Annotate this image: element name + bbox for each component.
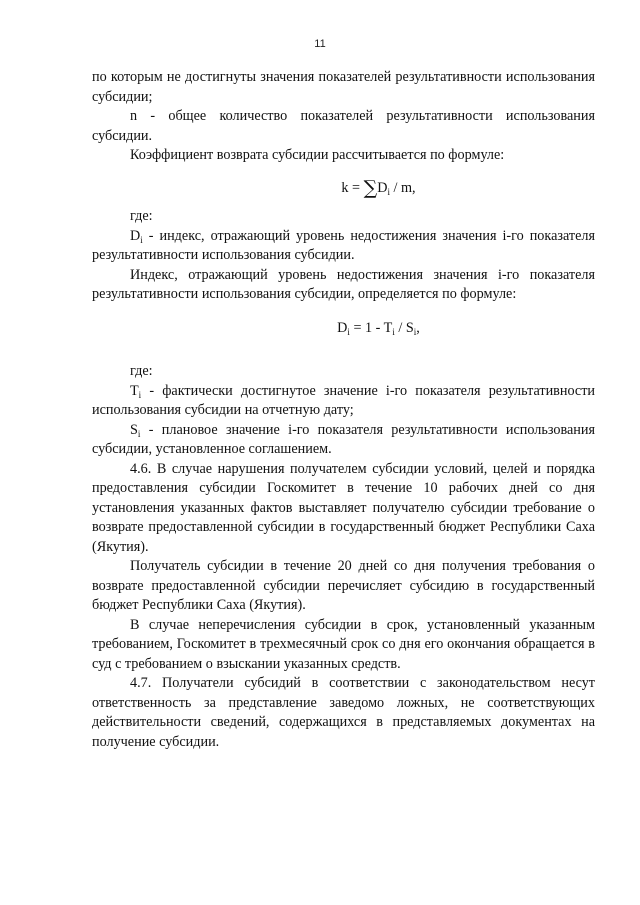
- formula-d-mid2: / S: [394, 319, 414, 336]
- paragraph-4-7: 4.7. Получатели субсидий в соответствии с законодательством несут ответственность за представление заведомо ложных, не соответствующих действительности сведений, содержащихся в представляемых документах на получение субсидии.: [92, 675, 595, 750]
- paragraph-4-6: 4.6. В случае нарушения получателем субсидии условий, целей и порядка предоставления субсидии Госкомитет в течение 10 рабочих дней со дня установления указанных фактов выставляет получателю субсидии требование о возврате предоставленной субсидии в государственный бюджет Республики Саха (Якутия).: [92, 460, 595, 555]
- formula-k-right: / m,: [389, 179, 416, 196]
- formula-d-sub2: i: [392, 326, 395, 337]
- di-sub: i: [140, 234, 143, 245]
- paragraph-di-definition: [92, 227, 595, 266]
- paragraph-ti-definition: [92, 382, 595, 421]
- ti-sub: i: [138, 389, 142, 400]
- page-number: 11: [314, 38, 326, 50]
- formula-d-mid1: = 1 - T: [349, 319, 393, 336]
- formula-k: [92, 176, 595, 199]
- di-text: - индекс, отражающий уровень недостижения значения i-го показателя результативности использования субсидии.: [92, 227, 595, 263]
- paragraph-index-intro: Индекс, отражающий уровень недостижения значения i-го показателя результативности использования субсидии, определяется по формуле:: [92, 266, 595, 302]
- formula-d-end: ,: [416, 319, 420, 336]
- formula-d-sub1: i: [347, 326, 350, 337]
- paragraph-si-definition: [92, 421, 595, 460]
- formula-d-sub3: i: [413, 326, 417, 337]
- formula-di: [92, 319, 595, 339]
- paragraph-return-term: Получатель субсидии в течение 20 дней со дня получения требования о возврате предоставленной субсидии перечисляет субсидию в государственный бюджет Республики Саха (Якутия).: [92, 558, 595, 613]
- where-label-2: где:: [130, 363, 153, 379]
- sigma-symbol: ∑: [363, 176, 378, 199]
- si-var: S: [130, 421, 138, 438]
- paragraph-continuation: по которым не достигнуты значения показателей результативности использования субсидии;: [92, 69, 595, 105]
- document-body: [92, 68, 595, 752]
- di-var: D: [130, 227, 141, 244]
- si-sub: i: [137, 428, 141, 439]
- formula-d-var1: D: [337, 319, 348, 336]
- formula-k-left: k =: [341, 179, 364, 196]
- paragraph-non-transfer: В случае неперечисления субсидии в срок, установленный указанным требованием, Госкомитет в трехмесячный срок со дня его окончания обращается в суд с требованием о взыскании указанных средств.: [92, 616, 595, 672]
- where-label: где:: [130, 208, 153, 224]
- formula-k-var: D: [377, 179, 388, 196]
- ti-text: - фактически достигнутое значение i-го показателя результативности использования субсидии на отчетную дату;: [92, 382, 595, 418]
- paragraph-n-definition: n - общее количество показателей результативности использования субсидии.: [92, 108, 595, 144]
- formula-k-sub: i: [387, 186, 390, 197]
- ti-var: T: [130, 382, 139, 399]
- paragraph-formula-intro: Коэффициент возврата субсидии рассчитывается по формуле:: [130, 147, 505, 163]
- si-text: - плановое значение i-го показателя результативности использования субсидии, установленное соглашением.: [92, 421, 595, 457]
